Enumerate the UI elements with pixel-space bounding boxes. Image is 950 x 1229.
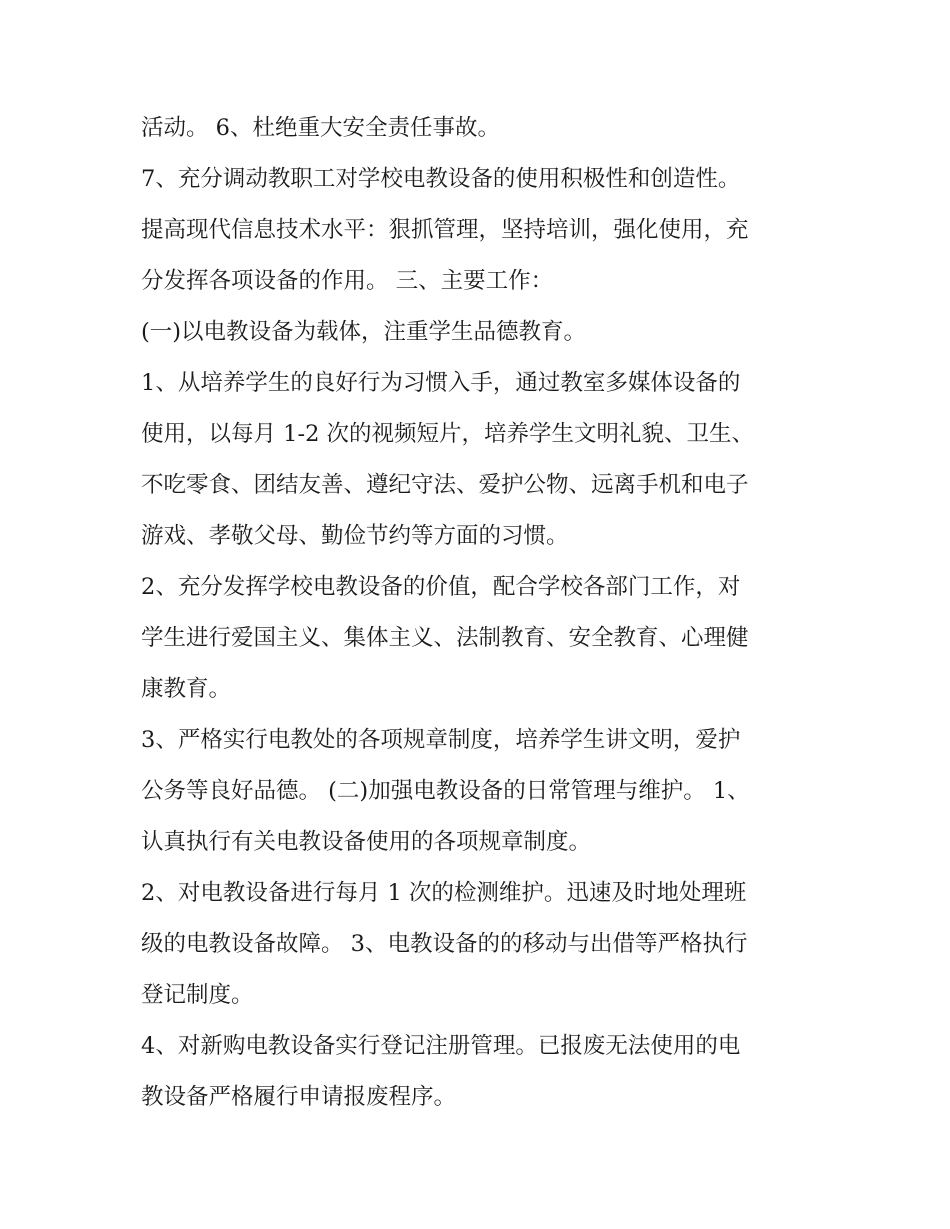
text-line: 康教育。 (141, 676, 232, 702)
text-line: 分发挥各项设备的作用。 三、主要工作： (141, 268, 554, 294)
text-line: 4、对新购电教设备实行登记注册管理。已报废无法使用的电 (141, 1033, 741, 1059)
text-line: 认真执行有关电教设备使用的各项规章制度。 (141, 829, 592, 855)
text-line: (一)以电教设备为载体，注重学生品德教育。 (141, 319, 587, 345)
text-line: 7、充分调动教职工对学校电教设备的使用积极性和创造性。 (141, 166, 741, 192)
text-line: 学生进行爱国主义、集体主义、法制教育、安全教育、心理健 (141, 625, 749, 651)
text-line: 活动。 6、杜绝重大安全责任事故。 (141, 115, 500, 141)
text-line: 使用，以每月 1-2 次的视频短片，培养学生文明礼貌、卫生、 (141, 421, 755, 447)
text-line: 1、从培养学生的良好行为习惯入手，通过教室多媒体设备的 (141, 370, 741, 396)
text-line: 登记制度。 (141, 982, 254, 1008)
text-line: 2、充分发挥学校电教设备的价值，配合学校各部门工作，对 (141, 574, 741, 600)
text-line: 游戏、孝敬父母、勤俭节约等方面的习惯。 (141, 523, 569, 549)
text-line: 公务等良好品德。 (二)加强电教设备的日常管理与维护。 1、 (141, 778, 750, 804)
document-page (141, 103, 821, 1123)
text-line: 提高现代信息技术水平：狠抓管理，坚持培训，强化使用，充 (141, 217, 749, 243)
text-line: 3、严格实行电教处的各项规章制度，培养学生讲文明，爱护 (141, 727, 741, 753)
text-line: 不吃零食、团结友善、遵纪守法、爱护公物、远离手机和电子 (141, 472, 749, 498)
text-line: 教设备严格履行申请报废程序。 (141, 1084, 457, 1110)
text-line: 2、对电教设备进行每月 1 次的检测维护。迅速及时地处理班 (141, 880, 747, 906)
text-line: 级的电教设备故障。 3、电教设备的的移动与出借等严格执行 (141, 931, 748, 957)
